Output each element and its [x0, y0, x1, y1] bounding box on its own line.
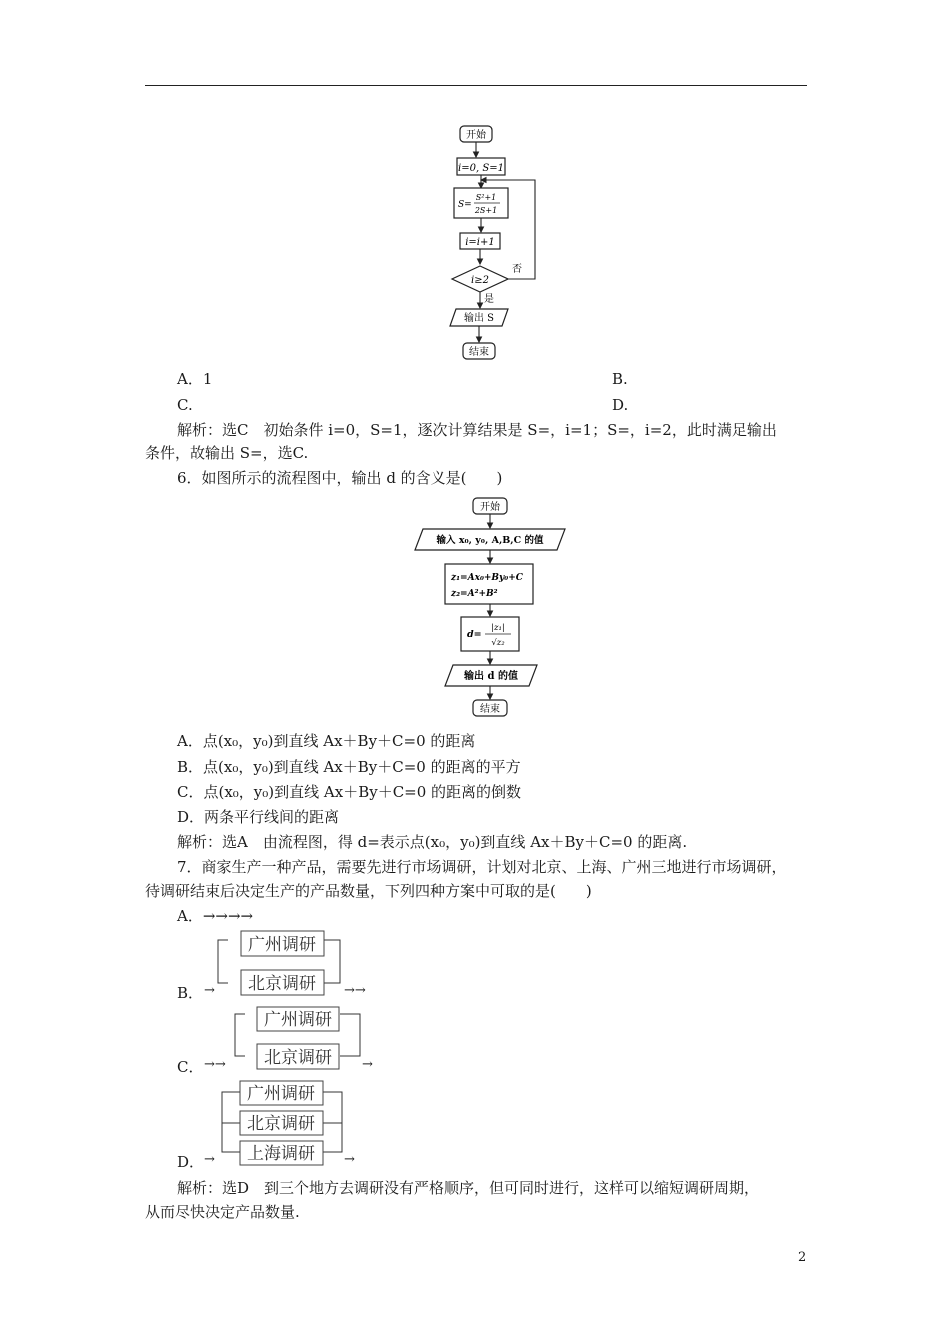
fc1-no-label: 否 — [512, 264, 522, 275]
q7-diagram-d — [210, 1080, 360, 1166]
fc2-d-lhs: d= — [467, 629, 482, 640]
fc2-calc1: z₁=Ax₀+By₀+C — [451, 573, 523, 583]
q7b-guangzhou: 广州调研 — [248, 935, 316, 955]
q6-option-b: B．点(x₀，y₀)到直线 Ax＋By＋C=0 的距离的平方 — [177, 758, 521, 776]
q7c-guangzhou: 广州调研 — [264, 1010, 332, 1030]
fc1-assign-lhs: S= — [458, 200, 472, 210]
q7b-arrow-out: →→ — [344, 983, 366, 998]
q7-analysis-line2: 从而尽快决定产品数量. — [145, 1203, 300, 1221]
fc1-condition: i≥2 — [471, 275, 489, 286]
q7-label-b: B． — [177, 984, 204, 1002]
fc1-init: i=0, S=1 — [458, 163, 504, 174]
q7-diagram-c — [215, 1006, 385, 1074]
q6-option-d: D．两条平行线间的距离 — [177, 808, 340, 826]
q5-option-c: C. — [177, 396, 193, 414]
q6-option-a: A．点(x₀，y₀)到直线 Ax＋By＋C=0 的距离 — [177, 732, 476, 750]
q5-option-b: B. — [612, 370, 628, 388]
q7-option-a: A．→→→→ — [177, 907, 254, 925]
q7-question-line1: 7．商家生产一种产品，需要先进行市场调研，计划对北京、上海、广州三地进行市场调研， — [177, 858, 787, 876]
q5-analysis-line2: 条件，故输出 S=，选C. — [145, 444, 309, 462]
fc1-increment: i=i+1 — [465, 237, 495, 248]
q7b-beijing: 北京调研 — [248, 974, 316, 994]
fc2-d-num: |z₁| — [491, 623, 505, 633]
q7-question-line2: 待调研结束后决定生产的产品数量，下列四种方案中可取的是( ) — [145, 882, 592, 900]
q6-analysis: 解析：选A 由流程图，得 d=表示点(x₀，y₀)到直线 Ax＋By＋C=0 的距离. — [177, 833, 688, 851]
fc1-output: 输出 S — [463, 313, 495, 324]
fc1-assign-num: S²+1 — [475, 193, 497, 202]
flowchart-q6 — [405, 492, 575, 724]
q6-question: 6．如图所示的流程图中，输出 d 的含义是( ) — [177, 469, 503, 487]
q7-analysis-line1: 解析：选D 到三个地方去调研没有严格顺序，但可同时进行，这样可以缩短调研周期， — [177, 1179, 760, 1197]
fc2-end: 结束 — [480, 704, 500, 715]
q7b-arrow-in: → — [204, 983, 215, 998]
fc2-d-den: √z₂ — [491, 638, 505, 648]
page-number: 2 — [798, 1250, 807, 1265]
q7-label-d: D． — [177, 1153, 205, 1171]
q5-analysis-line1: 解析：选C 初始条件 i=0，S=1，逐次计算结果是 S=，i=1；S=，i=2，此时满足输出 — [177, 421, 777, 439]
q7c-arrow-out: → — [362, 1057, 373, 1072]
q7-label-c: C． — [177, 1058, 204, 1076]
fc2-input: 输入 x₀, y₀, A,B,C 的值 — [436, 535, 544, 546]
fc1-assign-den: 2S+1 — [474, 206, 498, 215]
q6-option-c: C．点(x₀，y₀)到直线 Ax＋By＋C=0 的距离的倒数 — [177, 783, 522, 801]
header-rule — [145, 85, 807, 86]
q5-option-a: A．1 — [177, 370, 213, 388]
q7d-beijing: 北京调研 — [247, 1114, 315, 1134]
fc1-end: 结束 — [469, 347, 489, 358]
q7d-shanghai: 上海调研 — [247, 1144, 315, 1164]
q7d-arrow-out: → — [344, 1152, 355, 1167]
q7d-arrow-in: → — [204, 1152, 215, 1167]
q5-option-d: D. — [612, 396, 629, 414]
fc2-start: 开始 — [480, 502, 500, 513]
fc1-yes-label: 是 — [484, 294, 494, 305]
fc2-calc2: z₂=A²+B² — [451, 589, 498, 599]
q7c-beijing: 北京调研 — [264, 1048, 332, 1068]
q7d-guangzhou: 广州调研 — [247, 1084, 315, 1104]
q7c-arrow-in: →→ — [204, 1057, 226, 1072]
fc1-start: 开始 — [466, 130, 486, 141]
flowchart-q5 — [440, 120, 550, 365]
fc2-output: 输出 d 的值 — [464, 671, 518, 682]
